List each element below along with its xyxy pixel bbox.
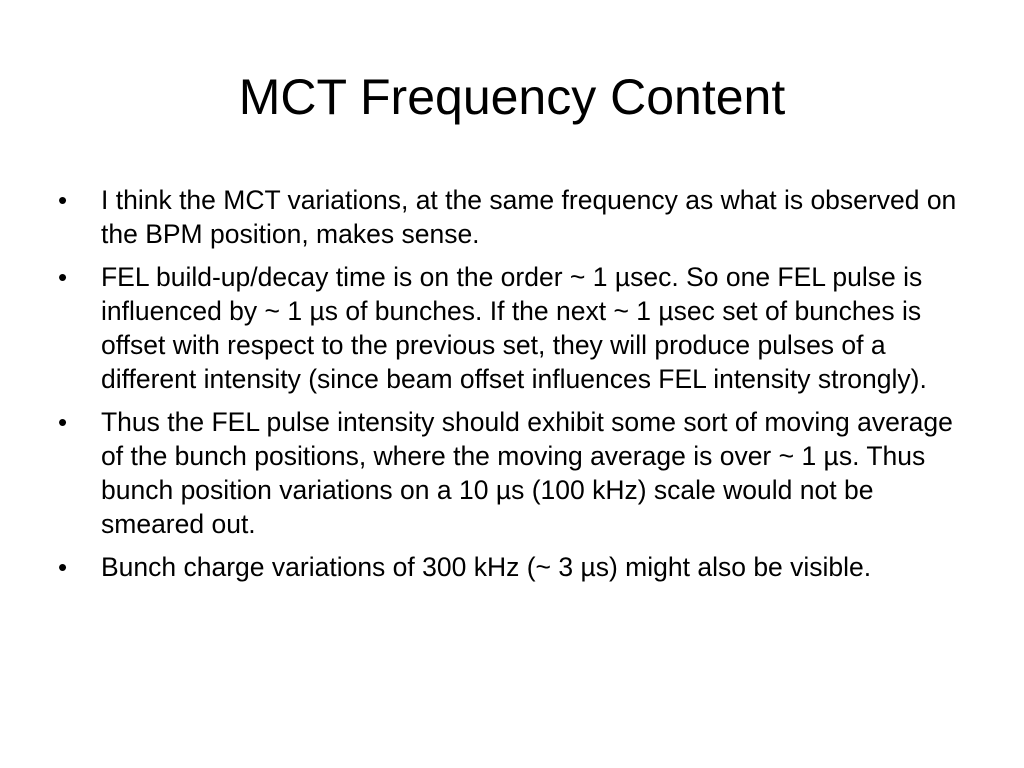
bullet-point-icon: • [58, 185, 68, 215]
bullet-point-icon: • [58, 262, 68, 292]
bullet-item [58, 550, 978, 584]
slide-title: MCT Frequency Content [238, 69, 786, 125]
bullet-point-icon: • [58, 407, 68, 437]
bullet-point-icon: • [58, 552, 68, 582]
bullet-item [58, 183, 978, 251]
bullet-text: FEL build-up/decay time is on the order ~ 1 µsec. So one FEL pulse is influenced by ~ 1 µs of bunches. If the next ~ 1 µsec set of bunches is offset with respect to the previous set, they will produce pulses of a different intensity (since beam offset influences FEL intensity strongly). [101, 262, 927, 394]
bullet-text: I think the MCT variations, at the same frequency as what is observed on the BPM position, makes sense. [101, 185, 957, 249]
bullet-item [58, 260, 978, 396]
bullet-text: Bunch charge variations of 300 kHz (~ 3 µs) might also be visible. [101, 552, 872, 582]
bullet-item [58, 405, 978, 541]
bullet-list [58, 183, 978, 593]
bullet-text: Thus the FEL pulse intensity should exhibit some sort of moving average of the bunch positions, where the moving average is over ~ 1 µs. Thus bunch position variations on a 10 µs (100 kHz) scale would not be smeared out. [101, 407, 953, 539]
